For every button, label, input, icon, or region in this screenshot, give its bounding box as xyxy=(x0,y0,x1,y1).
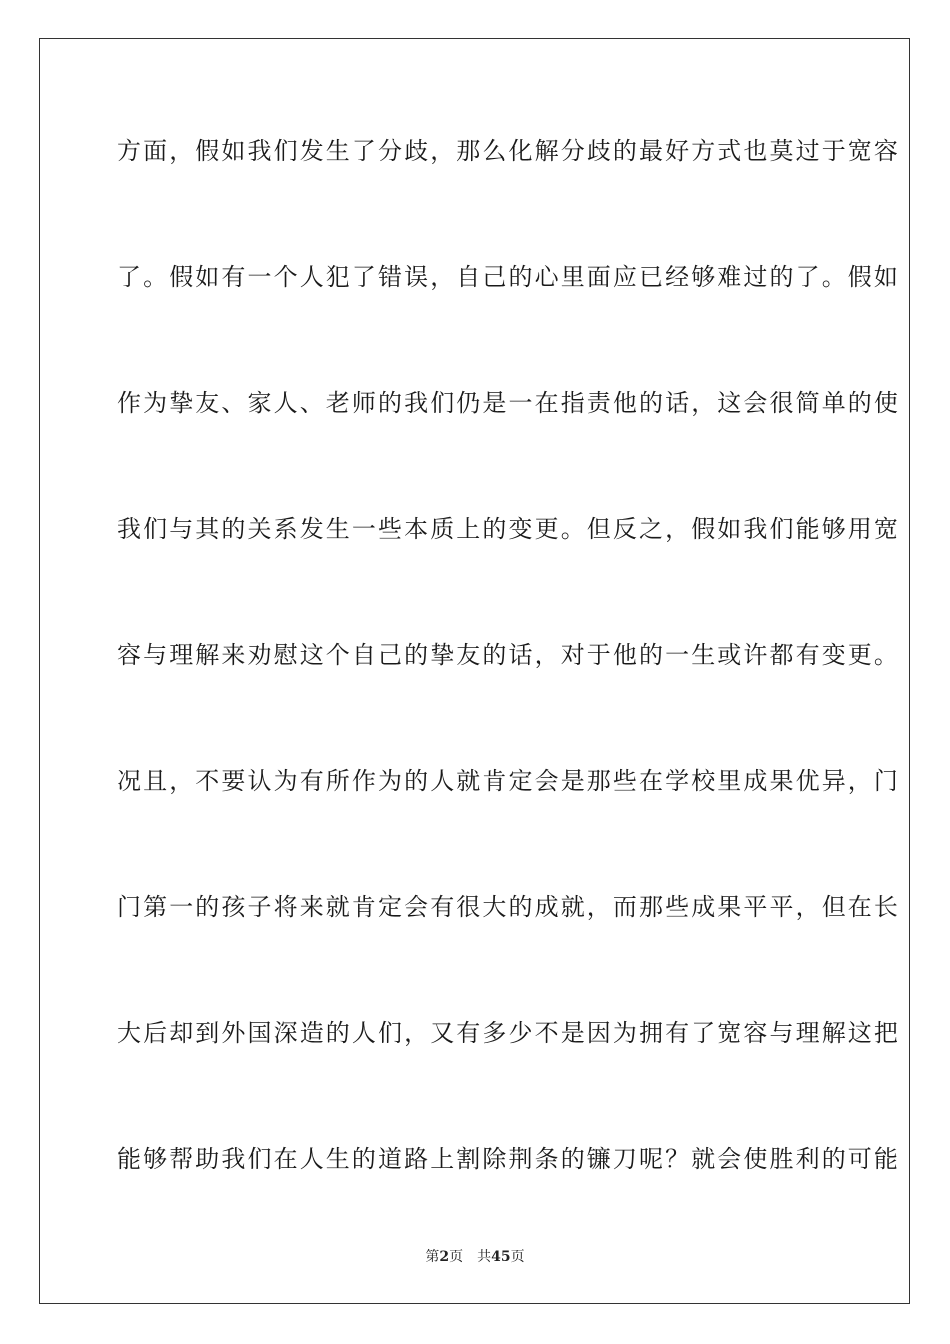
page-number-prefix: 第 xyxy=(425,1249,440,1265)
body-text-line-1: 方面，假如我们发生了分歧，那么化解分歧的最好方式也莫过于宽容 xyxy=(117,137,900,165)
page-number-suffix: 页 xyxy=(449,1249,464,1265)
total-pages-prefix: 共 xyxy=(477,1249,492,1265)
body-text-line-4: 我们与其的关系发生一些本质上的变更。但反之，假如我们能够用宽 xyxy=(117,515,900,543)
body-text-line-9: 能够帮助我们在人生的道路上割除荆条的镰刀呢？就会使胜利的可能 xyxy=(117,1145,900,1173)
body-text-line-7: 门第一的孩子将来就肯定会有很大的成就，而那些成果平平，但在长 xyxy=(117,893,900,921)
body-text-line-5: 容与理解来劝慰这个自己的挚友的话，对于他的一生或许都有变更。 xyxy=(117,641,900,669)
total-pages-suffix: 页 xyxy=(510,1249,525,1265)
page-number: 2 xyxy=(439,1249,450,1265)
page-footer xyxy=(0,1248,950,1266)
body-text-line-3: 作为挚友、家人、老师的我们仍是一在指责他的话，这会很简单的使 xyxy=(117,389,900,417)
page-border xyxy=(39,38,910,1304)
total-pages: 45 xyxy=(491,1249,511,1265)
body-text-line-8: 大后却到外国深造的人们，又有多少不是因为拥有了宽容与理解这把 xyxy=(117,1019,900,1047)
body-text-line-6: 况且，不要认为有所作为的人就肯定会是那些在学校里成果优异，门 xyxy=(117,767,900,795)
body-text-line-2: 了。假如有一个人犯了错误，自己的心里面应已经够难过的了。假如 xyxy=(117,263,900,291)
